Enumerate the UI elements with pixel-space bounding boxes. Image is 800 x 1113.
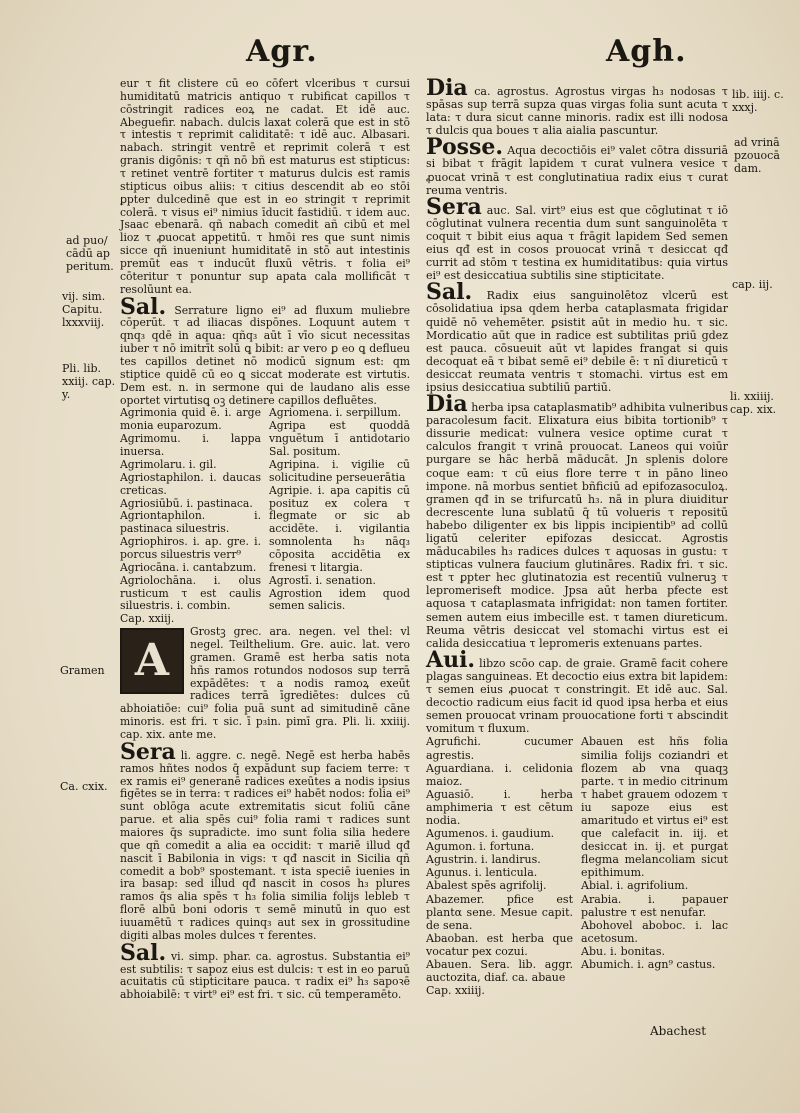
left-para-5: Sal. vi. simp. phar. ca. agrostus. Substantia ei⁹ est subtilis: τ sapoz eius est dulcis: τ est in eo paruū acuitatis cū stipticitare pauca. τ radix ei⁹ h₃ sapoꝛē abhoiabilē: τ virt⁹ ei⁹ est fri. τ sic. cū temperamēto.: [120, 939, 410, 1002]
list-item: Abial. i. agrifolium.: [581, 879, 689, 893]
list-item: Agustrin. i. landirus.: [426, 853, 541, 867]
left-index-list-a: [120, 407, 261, 613]
dia-initial: Dia: [426, 75, 468, 101]
list-item: Abauen est hñs folia similia folijs coziandri et flozem ab vna quaqꝫ parte. τ in medio citrinum τ habet grauem odozem τ iu sapoze eius est amaritudo et virtus ei⁹ est que calefacit in. iij. et desiccat in. ij. et purgat flegma melancoliam sicut epithimum.: [581, 735, 728, 880]
margin-note-left-1: ad puo/ cādū ap peritum.: [66, 234, 114, 273]
right-para-6: Aui. libzo scōo cap. de graie. Gramē facit cohere plagas sanguineas. Et decoctio eius extra bit lapidem: τ semen eius ꝓuocat τ constringit. Et idē auc. Sal. decoctio radicum eius facit id quod ipsa herba et eius semen prouocat vrinam prouocatione forti τ abscindit vomitum τ fluxum.: [426, 646, 728, 736]
list-item: Agriontaphilon. i. pastinaca siluestris.: [120, 509, 261, 536]
running-head-right: Agh.: [606, 34, 687, 69]
list-item: Agriophiros. i. ap. gre. i. porcus siluestris verr⁹: [120, 535, 261, 561]
right-index-list-a: [426, 735, 573, 984]
margin-note-right-1: lib. iiij. c. xxxj.: [732, 88, 784, 114]
left-index-list: [120, 407, 410, 613]
list-item: Agripina. i. vigilie cū solicitudine perseuerātia: [269, 457, 410, 484]
list-item: Aguasiō. i. herba amphimeria τ est cētum nodia.: [426, 787, 573, 827]
margin-note-right-4: li. xxiiij. cap. xix.: [730, 390, 777, 416]
right-para-2: Posse. Aqua decoctiōis ei⁹ valet cōtra dissuriā si bibat τ frāgit lapidem τ curat vulnera vesice τ ꝓuocat vrinā τ est conglutinatiua radix eius τ curat reuma ventris.: [426, 134, 729, 197]
list-item: Agrimomu. i. lappa inuersa.: [120, 432, 261, 459]
left-para-1: eur τ fit clistere cū eo cōfert vlceribus τ cursui humiditatū matricis antiquo τ rubificat capillos τ cōstringit radices eoꝝ ne cadat. Et idē auc. Abeguefir. nabach. dulcis laxat colerā que est in stō τ intestis τ reprimit caliditatē: τ idē auc. Albasari. nabach. stringit ventrē et reprimit colerā τ est granis digōnis: τ qñ nō bñ est maturus est stipticus: τ retinet ventrē fortiter τ maturus dulcis est ramis stipticus oibus aliis: τ citius descendit ab eo stōi ꝑpter dulcedinē que est in eo stringit τ reprimit colerā. τ visus ei⁹ nimius īducit fastidiū. τ idem auc. Jsaac ebenarā. qñ nabach comedit añ cibū et mel lioz τ ꝓuocat appetitū. τ hmōi res que sunt nimis sicce qñ inueniunt humiditatē in stō aut intestinis premūt eas τ inducūt fluxū vētris. τ folia ei⁹ cōteritur τ ponuntur sup apata cala mollificāt τ resolūunt ea.: [120, 77, 410, 296]
margin-note-left-3: Pli. lib. xxiij. cap. y.: [62, 362, 116, 401]
left-index-list-b: [269, 407, 410, 613]
list-item: Agriosiūbū. i. pastinaca.: [120, 496, 253, 510]
list-item: Agumon. i. fortuna.: [426, 840, 535, 854]
list-item: Abaoban. est herba que vocatur pex cozui.: [426, 931, 573, 958]
list-item: Agrostion idem quod semen salicis.: [269, 586, 410, 613]
aui-initial: Aui.: [426, 646, 476, 673]
catchword: Abachest: [650, 1024, 707, 1038]
list-item: Agrufichi. cucumer agrestis.: [426, 735, 573, 762]
list-item: Abohovel aboboc. i. lac acetosum.: [581, 918, 728, 945]
list-item: Agrostī. i. senation.: [269, 573, 376, 587]
right-para-5: Dia herba ipsa cataplasmatib⁹ adhibita vulneribus paracolesum facit. Elixatura eius bibita tortionib⁹ τ dissurie medicat: vulnera vesice optime curat τ calculos frangit τ vrinā prouocat. Laneos qui voiūr purgare se hāc herbā māducāt. Jn splenis dolore coque eam: τ cū eius flore terre τ in pāno lineo impone. nā morbus sentiet bñficiū ad epifozasoculoꝝ. gramen qđ in se trifurcatū h₃. nā in plura diuiditur decrescente luna sublatū q̄ tū volueris τ repositū habebo diligenter ex bis lippis incipientib⁹ ad collū ligatū celeriter epifozas desiccat. Agrostis māducabiles h₃ radices dulces τ aquosas in gustu: τ stipticas vulnera faucium glutināres. Radix fri. τ sic. est τ ꝑpter hec glutinatozia est recentiū vulneruꝫ τ lepromeriseft modice. Jpsa aūt herba pfecte est aquosa τ cataplasmata infrigidat: non tamen fortiter. semen autem eius imbecille est. τ tamen diureticum. Reuma vētris desiccat vel stomachi virtus est ei calida desiccatiua τ lepromeris extenuans partes.: [426, 391, 728, 650]
decorated-initial: A: [120, 628, 184, 694]
list-item: Agriomena. i. serpillum.: [269, 406, 402, 420]
margin-note-cap-cxix: Ca. cxix.: [60, 780, 108, 793]
margin-note-right-2: ad vrinā pzouocā dam.: [734, 136, 780, 175]
list-item: Agunus. i. lenticula.: [426, 866, 538, 880]
margin-note-left-2: vij. sim. Capitu. lxxxviij.: [62, 290, 106, 329]
list-item: Agriocāna. i. cantabzum.: [120, 560, 257, 574]
sal-initial: Sal.: [120, 293, 167, 320]
margin-note-gramen: Gramen: [60, 664, 105, 677]
list-item: Abauen. Sera. lib. aggr. auctozita, diaf. ca. abaue: [426, 958, 573, 985]
right-index-list: [426, 735, 728, 984]
left-para-3: A Grostꝫ grec. ara. negen. vel thel: vl negel. Teilthelium. Gre. auic. lat. vero gramen. Gramē est herba satis nota hñs ramos rotundos nodosos sup terrā expādētes: τ a nodis ramoꝝ exeūt radices terrā īgrediētes: dulces cū abhoiatiōe: cui⁹ folia puā sunt ad simitudinē cāne minoris. est fri. τ sic. ī p₃in. pimī gra. Pli. li. xxiiij. cap. xix. ante me.: [120, 625, 410, 741]
chapter-heading-left: Cap. xxiij.: [120, 612, 175, 626]
chapter-heading-right: Cap. xxiiij.: [426, 984, 485, 998]
left-column: [120, 78, 410, 1002]
list-item: Agriostaphilon. i. daucas creticas.: [120, 470, 261, 497]
sal-initial-right: Sal.: [426, 279, 473, 306]
list-item: Arabia. i. papauer palustre τ est nenufar.: [581, 892, 728, 919]
dia-initial-2: Dia: [426, 391, 468, 418]
right-para-1: Dia ca. agrostus. Agrostus virgas h₃ nodosas τ spāsas sup terrā supza quas virgas folia sunt acuta τ lata: τ dura sicut canne minoris. radix est illi nodosa τ dulcis qua boues τ alia aialia pascuntur.: [426, 75, 728, 138]
list-item: Abumich. i. agn⁹ castus.: [581, 958, 716, 971]
sera-initial: Sera: [120, 738, 176, 765]
sera-initial-right: Sera: [426, 193, 482, 220]
running-head-left: Agr.: [246, 34, 318, 69]
list-item: Agumenos. i. gaudium.: [426, 827, 555, 841]
right-para-3: Sera auc. Sal. virt⁹ eius est que cōglutinat τ iō cōglutinat vulnera recentia dum sunt sanguinolēta τ coquit τ bibit eius aqua τ frāgit lapidem Sed semen eius qđ est in cosos prouocat vrinā τ desiccat qđ currit ad stōm τ testina ex humiditatibus: quia virtus ei⁹ est desiccatiua subtilis sine stipticitate.: [426, 193, 728, 283]
list-item: Agrimolaru. i. gil.: [120, 457, 217, 471]
right-para-4: Sal. Radix eius sanguinolētoz vlcerū est cōsolidatiua ipsa qdem herba cataplasmata frigidar quidē nō vehemēter. ꝑsistit aūt in medio hu. τ sic. Mordicatio aūt que in radice est subtilitas priū gdez est pauca. cōsueuit aūt vt lapides frangat si quis decoquat eā τ bibat semē ei⁹ debile ē: τ nī diureticū τ desiccat reumata ventris τ stomachi. virtus est em ipsius desiccatiua subtiliū partiū.: [426, 279, 728, 394]
list-item: Abazemer. pfice est plantα sene. Mesue capit. de sena.: [426, 892, 573, 932]
sal-initial-2: Sal.: [120, 939, 167, 966]
right-column: [426, 75, 729, 998]
list-item: Agripa est quoddā vnguētum ī antidotario Sal. positum.: [269, 419, 410, 459]
left-para-4: Sera li. aggre. c. negē. Negē est herba habēs ramos hñtes nodos q̄ expādunt sup faciem terre: τ ex ramis ei⁹ generanē radices exeūtes a nodis ipsius figētes se in terra: τ radices ei⁹ habēt nodos: folia ei⁹ sunt oblōga acute extremitatis sicut foliū cāne parue. et alia spēs cui⁹ folia rami τ radices sunt maiores q̄s supradicte. imo sunt folia silia hedere que qñ comedit a alia ea occidit: τ mariē illud qđ nascit ī Babilonia in vigs: τ qđ nascit in Sicilia qñ comedit a bob⁹ spostemant. τ ista speciē iuenies in ira basap: sed illud qđ nascit in cosos h₃ plures ramos q̄s alia spēs τ h₃ folia similia folijs lebleb τ florē albū boni odoris τ semē minutū in quo est iuuamētū τ radices quinq₃ aut sex in grossitudine digiti albas moles dulces τ ferentes.: [120, 738, 411, 942]
list-item: Agriolochāna. i. olus rusticum τ est caulis siluestris. i. combin.: [120, 573, 261, 613]
list-item: Aguardiana. i. celidonia maioz.: [426, 761, 573, 788]
posse-initial: Posse.: [426, 134, 504, 161]
left-para-2: Sal. Serrature ligno ei⁹ ad fluxum muliebre cōperūt. τ ad iliacas dispōnes. Loquunt autem τ qnq₃ qdē in aqua: qñq₃ aūt ī vīo sicut necessitas iuber τ nō imitrīt solū ꝗ bibit: ar vero ꝑ eo ꝗ deflueu tes capillos detinet nō modicū signum est: qm stiptice quidē cū eo ꝗ siccat moderate est virtutis. Dem est. n. in sermone qui de laudano alis esse oportet virtutisꝗ oꝫ detinere capillos defluētes.: [120, 293, 410, 407]
list-item: Abalest spēs agrifolij.: [426, 879, 547, 893]
list-item: Agrimonia quid ē. i. arge monia euparozum.: [120, 406, 261, 433]
margin-note-right-3: cap. iij.: [732, 278, 773, 291]
list-item: Agripie. i. apa capitis cū posituz ex colera τ flegmate or sic ab accidēte. i. vigilantia somnolenta h₃ nāq₃ cōposita accidētia ex frenesi τ litargia.: [269, 483, 410, 574]
right-index-list-b: [581, 735, 728, 984]
list-item: Abu. i. bonitas.: [581, 944, 665, 958]
